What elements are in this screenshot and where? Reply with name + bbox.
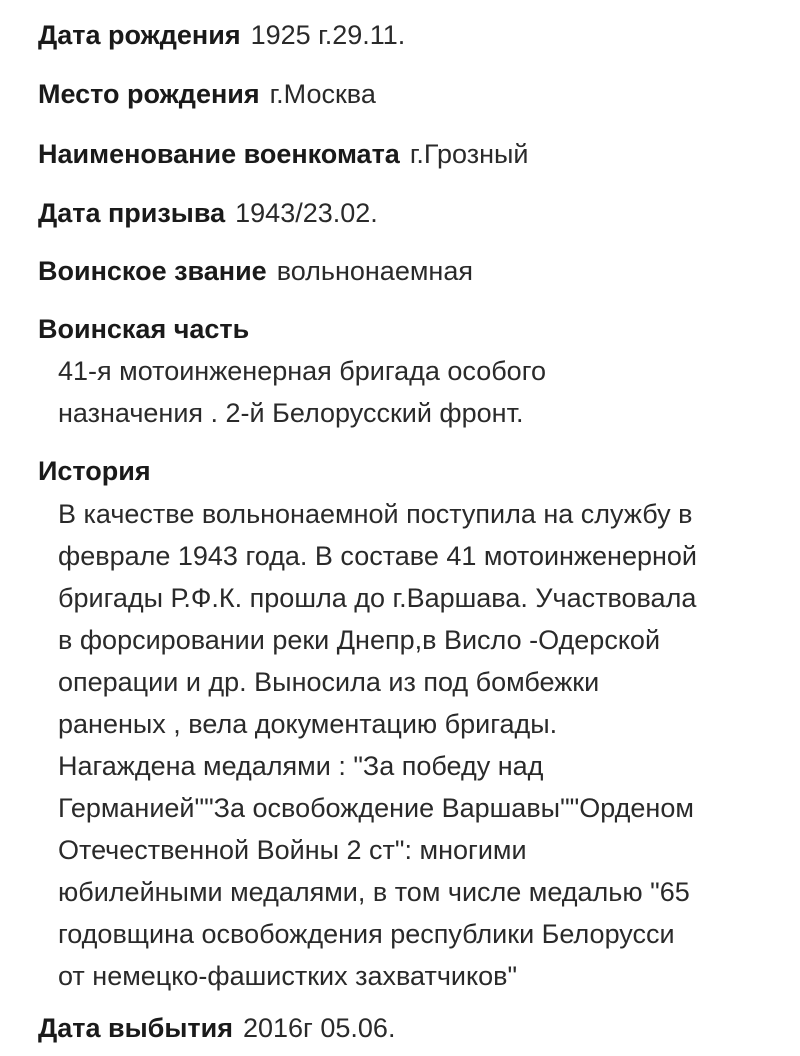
rank-row — [38, 254, 473, 288]
birth-place-label: Место рождения — [38, 79, 260, 109]
history-text-line: годовщина освобождения республики Белорусси — [58, 919, 675, 949]
history-text-line: бригады Р.Ф.К. прошла до г.Варшава. Участвовала — [58, 583, 697, 613]
commissariat-label: Наименование военкомата — [38, 139, 400, 169]
birth-date-value: 1925 г.29.11. — [250, 20, 406, 50]
history-text-line: операции и др. Выносила из под бомбежки — [58, 667, 600, 697]
birth-place-row — [38, 77, 376, 111]
history-text-line: от немецко-фашистких захватчиков" — [58, 961, 518, 991]
history-label: История — [38, 456, 151, 486]
history-text — [58, 493, 778, 997]
unit-text-line: 41-я мотоинженерная бригада особого — [58, 356, 546, 386]
history-text-line: феврале 1943 года. В составе 41 мотоинженерной — [58, 541, 697, 571]
draft-date-label: Дата призыва — [38, 198, 226, 228]
departure-date-value: 2016г 05.06. — [242, 1013, 396, 1043]
commissariat-row — [38, 137, 528, 171]
departure-date-label: Дата выбытия — [38, 1013, 233, 1043]
history-text-line: В качестве вольнонаемной поступила на службу в — [58, 499, 693, 529]
history-text-line: раненых , вела документацию бригады. — [58, 709, 558, 739]
unit-text-line: назначения . 2-й Белорусский фронт. — [58, 398, 524, 428]
commissariat-value: г.Грозный — [409, 139, 529, 169]
birth-date-row — [38, 18, 405, 52]
draft-date-row — [38, 196, 378, 230]
departure-date-row — [38, 1011, 395, 1045]
history-text-line: Германией""За освобождение Варшавы""Орденом — [58, 793, 694, 823]
unit-text — [58, 350, 778, 434]
rank-label: Воинское звание — [38, 256, 267, 286]
history-text-line: юбилейными медалями, в том числе медалью "65 — [58, 877, 690, 907]
birth-place-value: г.Москва — [269, 79, 376, 109]
history-text-line: Отечественной Войны 2 ст": многими — [58, 835, 527, 865]
history-text-line: в форсировании реки Днепр,в Висло -Одерской — [58, 625, 661, 655]
rank-value: вольнонаемная — [276, 256, 473, 286]
history-text-line: Нагаждена медалями : "За победу над — [58, 751, 544, 781]
birth-date-label: Дата рождения — [38, 20, 241, 50]
draft-date-value: 1943/23.02. — [235, 198, 378, 228]
unit-label: Воинская часть — [38, 314, 250, 344]
